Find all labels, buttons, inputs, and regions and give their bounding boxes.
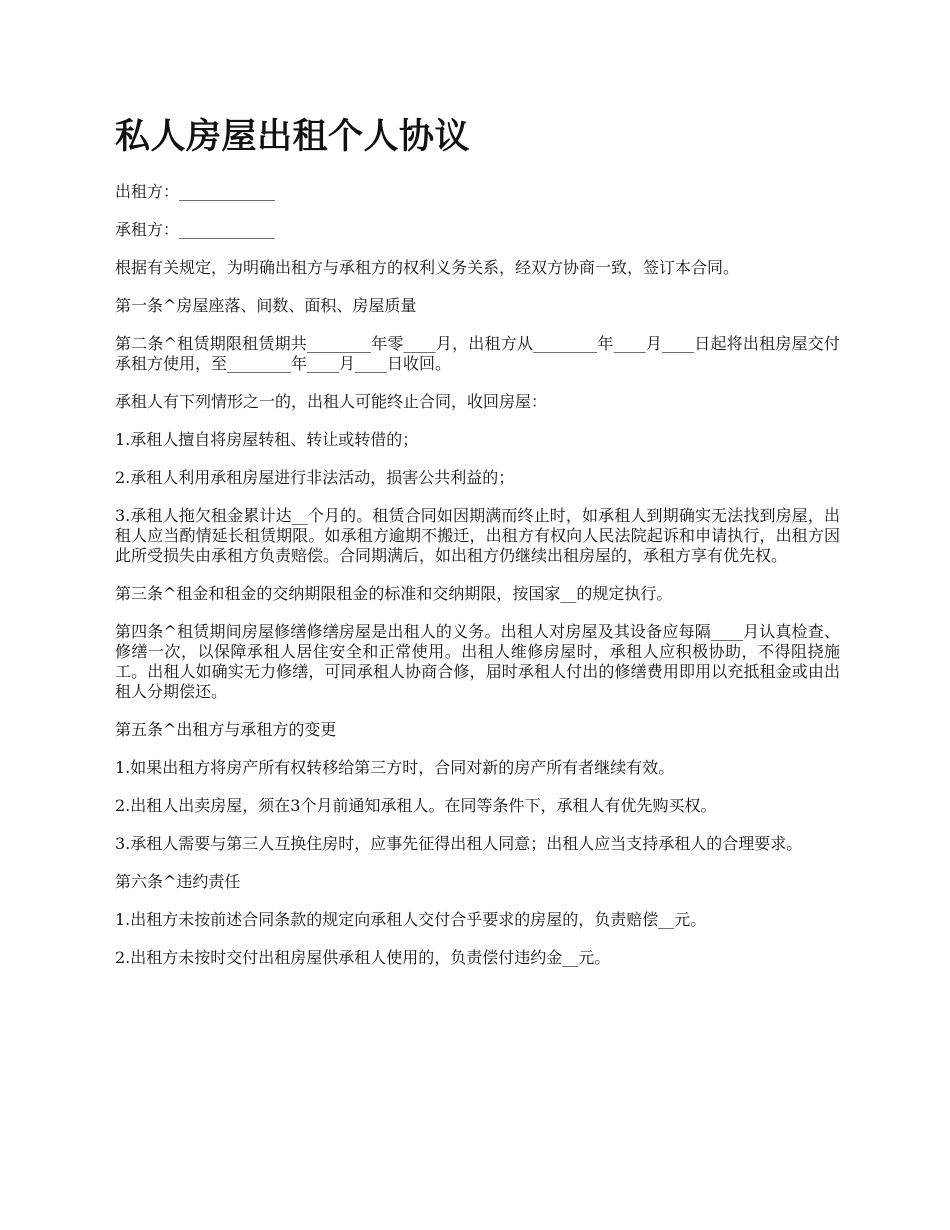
termination-item-3: 3.承租人拖欠租金累计达__个月的。租赁合同如因期满而终止时，如承租人到期确实无法找到房屋，出租人应当酌情延长租赁期限。如承租方逾期不搬迁，出租方有权向人民法院起诉和申请执行，出租方因此所受损失由承租方负责赔偿。合同期满后，如出租方仍继续出租房屋的，承租方享有优先权。 [115, 506, 840, 565]
article-5-item-3: 3.承租人需要与第三人互换住房时，应事先征得出租人同意；出租人应当支持承租人的合理要求。 [115, 834, 803, 853]
document-page [115, 108, 840, 986]
article-2-paragraph: 第二条^租赁期限租赁期共________年零____月，出租方从________年____月____日起将出租房屋交付承租方使用，至________年____月____日收回。 [115, 334, 840, 373]
lessor-line: 出租方：____________ [115, 182, 276, 201]
article-5-item-2: 2.出租人出卖房屋，须在3个月前通知承租人。在同等条件下，承租人有优先购买权。 [115, 796, 717, 815]
article-6-item-1: 1.出租方未按前述合同条款的规定向承租人交付合乎要求的房屋的，负责赔偿__元。 [115, 910, 707, 929]
article-6-heading: 第六条^违约责任 [115, 872, 241, 891]
article-1-heading: 第一条^房屋座落、间数、面积、房屋质量 [115, 296, 417, 315]
termination-item-1: 1.承租人擅自将房屋转租、转让或转借的； [115, 430, 419, 449]
article-4-paragraph: 第四条^租赁期间房屋修缮修缮房屋是出租人的义务。出租人对房屋及其设备应每隔____月认真检查、修缮一次，以保障承租人居住安全和正常使用。出租人维修房屋时，承租人应积极协助，不得阻挠施工。出租人如确实无力修缮，可同承租人协商合修，届时承租人付出的修缮费用即用以充抵租金或由出租人分期偿还。 [115, 622, 840, 701]
preamble-paragraph: 根据有关规定，为明确出租方与承租方的权利义务关系，经双方协商一致，签订本合同。 [115, 258, 740, 277]
document-title: 私人房屋出租个人协议 [115, 116, 471, 157]
article-5-heading: 第五条^出租方与承租方的变更 [115, 720, 337, 739]
termination-intro: 承租人有下列情形之一的，出租人可能终止合同，收回房屋： [115, 392, 548, 411]
article-5-item-1: 1.如果出租方将房产所有权转移给第三方时，合同对新的房产所有者继续有效。 [115, 758, 675, 777]
article-3-paragraph: 第三条^租金和租金的交纳期限租金的标准和交纳期限，按国家__的规定执行。 [115, 584, 673, 603]
termination-item-2: 2.承租人利用承租房屋进行非法活动，损害公共利益的； [115, 468, 515, 487]
article-6-item-2: 2.出租方未按时交付出租房屋供承租人使用的，负责偿付违约金__元。 [115, 948, 611, 967]
lessee-line: 承租方：____________ [115, 220, 276, 239]
